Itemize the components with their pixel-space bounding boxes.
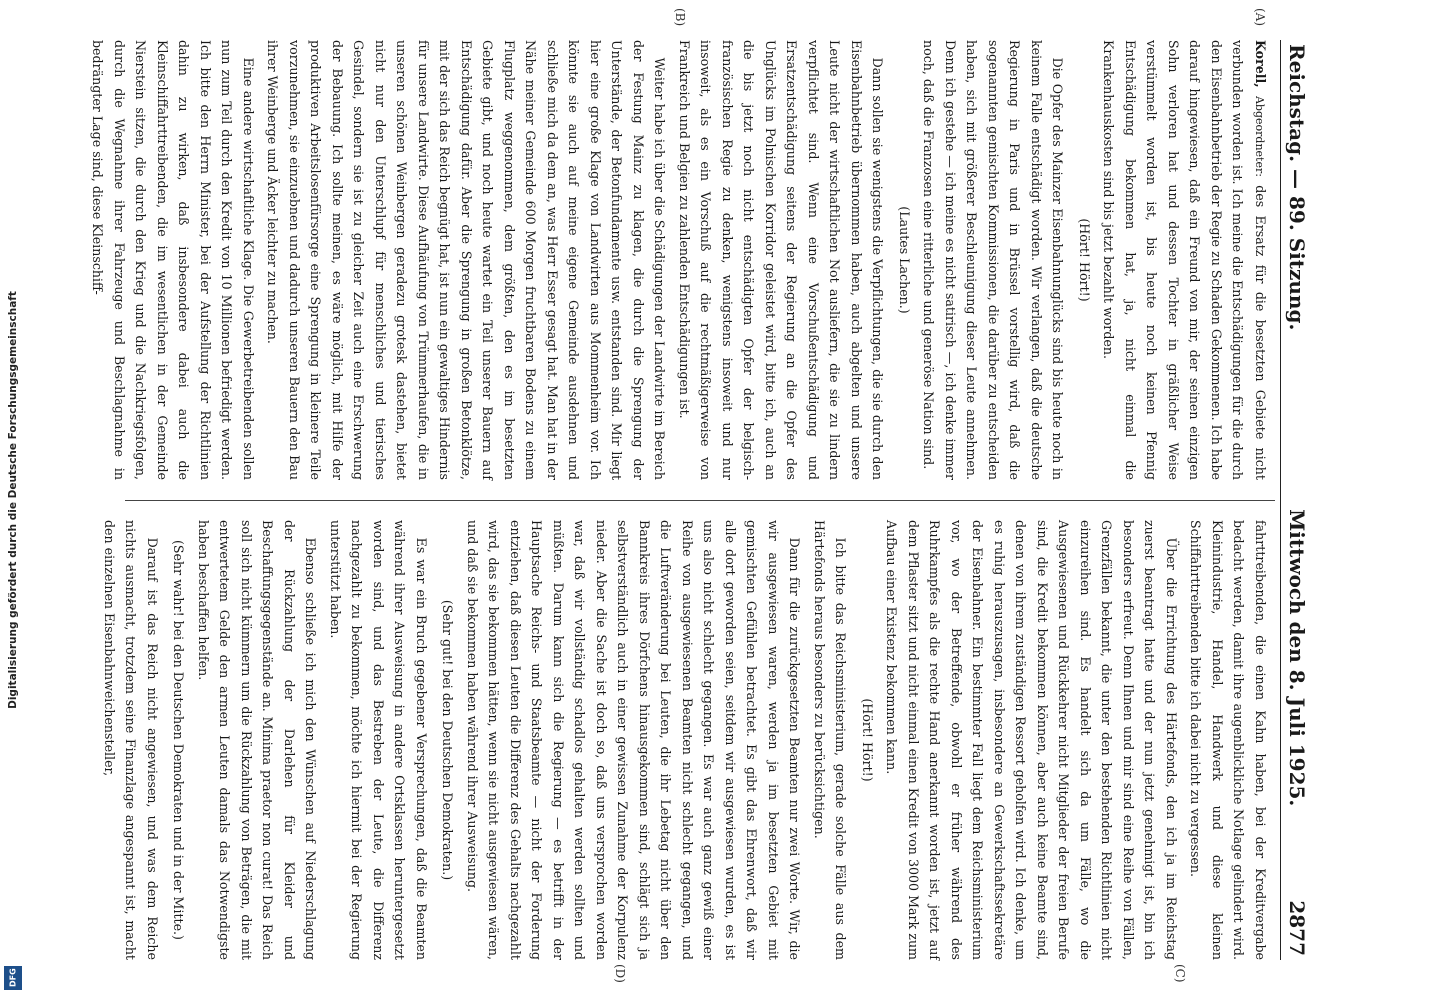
speaker-role: Abgeordneter: [1253, 95, 1266, 177]
paragraph: Über die Errichtung des Härtefonds, den ich ja im Reichstag zuerst beantragt hatte und der nun jetzt genehmigt ist, bin ich besonders erfreut. Denn Ihnen und mir sind eine Reihe von Fällen, Grenzfällen bekannt, die unter den bestehenden Richtlinien nicht einzureihen sind. Es handelt sich da um Fälle, wo die Ausgewiesenen und Rückkehrer nicht Mitglieder der freien Berufe sind, die Kredit bekommen können, aber auch keine Beamte sind, denen von ihrem zuständigen Ressort geholfen wird. Ich denke, um es ruhig herauszusagen, insbesondere an Gewerkschaftssekretäre der Eisenbahner. Ein bestimmter Fall liegt dem Reichsministerium vor, wo der Betreffende, obwohl er früher während des Ruhrkampfes als die rechte Hand anerkannt worden ist, jetzt auf dem Pflaster sitzt und nicht einmal einen Kredit von 3000 Mark zum Aufbau einer Existenz bekommen kann. [884, 520, 1179, 960]
paragraph: Darauf ist das Reich nicht angewiesen, und was dem Reiche nichts ausmacht, trotzdem seine Finanzlage angespannt ist, macht den einzelnen Eisenbahnweichensteller, [102, 520, 160, 960]
scanned-page [90, 0, 1327, 1000]
credit-strip [0, 0, 26, 1000]
interjection: (Hört! Hört!) [860, 698, 875, 782]
left-column [90, 40, 1271, 480]
interjection: (Hört! Hört!) [1077, 218, 1092, 302]
paragraph: Dann sollen sie wenigstens die Verpflichtungen, die sie durch den Eisenbahnbetrieb übernommen haben, auch abgelten und unsere Leute nicht der wirtschaftlichen Not ausliefern, die sie zu lindern verpflichtet sind. Wenn eine Vorschußentschädigung und Ersatzentschädigung seitens der Regierung an die Opfer des Unglücks im Polnischen Korridor geleistet wird, bitte ich, auch an die bis jetzt noch nicht entschädigten Opfer der belgisch-französischen Regie zu denken, wenigstens insoweit und nur insoweit, als es ein Vorschuß auf die rechtmäßigerweise von Frankreich und Belgien zu zahlenden Entschädigungen ist. [677, 40, 886, 480]
page-header [1280, 40, 1315, 960]
interjection: (Sehr wahr! bei den Deutschen Demokraten und in der Mitte.) [171, 540, 187, 940]
paragraph: fahrttreibenden, die einen Kahn haben, bei der Kreditvergabe bedacht werden, damit ihre augenblickliche Notlage gelindert wird. Kleinindustrie, Handel, Handwerk und diese kleinen Schiffahrttreibenden bitte ich dabei nicht zu vergessen. [1188, 520, 1268, 960]
margin-mark-b: (B) [673, 8, 687, 27]
paragraph: Ebenso schließe ich mich den Wünschen auf Niederschlagung der Rückzahlung der Darlehen für Kleider und Beschaffungsgegenstände an. Minima praetor non curat! Das Reich soll sich nicht kümmern um die Rückzahlung von Beträgen, die mit entwertetem Gelde den armen Leuten damals das Notwendigste haben beschaffen helfen. [196, 520, 319, 960]
margin-mark-c: (C) [1173, 964, 1187, 983]
digitization-credit: Digitalisierung gefördert durch die Deutsche Forschungsgemeinschaft [7, 291, 19, 709]
interjection: (Lautes Lachen.) [897, 206, 912, 314]
paragraph: Es war ein Bruch gegebener Versprechungen, daß die Beamten während ihrer Ausweisung in andere Ortsklassen heruntergesetzt worden sind, und das Bestreben der Leute, die Differenz nachgezahlt zu bekommen, möchte ich hiermit bei der Regierung unterstützt haben. [328, 520, 429, 960]
margin-mark-a: (A) [1253, 8, 1267, 27]
page-number: 2877 [1285, 900, 1309, 956]
interjection: (Sehr gut! bei den Deutschen Demokraten.) [440, 599, 456, 881]
paragraph-text: des Ersatz für die besetzten Gebiete nicht verbunden worden ist. Ich meine die Entschädigungen für die durch den Eisenbahnbetrieb der Regie zu Schaden Gekommenen. Ich habe darauf hingewiesen, daß ein Freund von mir, der seinen einzigen Sohn verloren hat und dessen Tochter in gräßlicher Weise verstümmelt worden ist, bis heute noch keinen Pfennig Entschädigung bekommen hat, ja, nicht einmal die Krankenhauskosten sind bis jetzt bezahlt worden. [1101, 40, 1268, 480]
paragraph: Eine andere wirtschaftliche Klage. Die Gewerbetreibenden sollen nun zum Teil durch den Kredit von 10 Millionen befriedigt werden. Ich bitte den Herrn Minister, bei der Aufstellung der Richtlinien dahin zu wirken, daß insbesondere dabei auch die Kleinschiffahrttreibenden, die im wesentlichen in der Gemeinde Nierstein sitzen, die durch den Krieg und die Nachkriegsfolgen, durch die Wegnahme ihrer Fahrzeuge und Beschlagnahme in bedrängter Lage sind, diese Kleinschiff- [90, 40, 256, 480]
paragraph: Ich bitte das Reichsministerium, gerade solche Fälle aus dem Härtefonds heraus besonders zu berücksichtigen. [812, 520, 849, 960]
header-date: Mittwoch den 8. Juli 1925. [1285, 509, 1309, 807]
dfg-logo: DFG [4, 966, 22, 990]
paragraph [1098, 40, 1271, 480]
margin-mark-d: (D) [613, 964, 627, 983]
header-left: Reichstag. — 89. Sitzung. [1285, 44, 1309, 331]
header-right [1285, 509, 1309, 956]
right-column [102, 520, 1271, 960]
column-divider [125, 500, 1275, 501]
paragraph: Dann für die zurückgesetzten Beamten nur zwei Worte. Wir, die wir ausgewiesen waren, werden ja im besetzten Gebiet mit gemischten Gefühlen betrachtet. Es gibt das Ehrenwort, daß wir alle dort geworden seien, seitdem wir ausgewiesen wurden, es ist uns also nicht schlecht gegangen. Es war auch ganz gewiß einer Reihe von ausgewiesenen Beamten nicht schlecht gegangen, und die Luftveränderung bei Leuten, die ihr Lebetag nicht über den Bannkreis ihres Dörfchens hinausgekommen sind, schlägt sich ja selbstverständlich auch in einer gewissen Zunahme der Korpulenz nieder. Aber die Sache ist doch so, daß uns versprochen worden war, daß wir vollständig schadlos gehalten werden sollten und müßten. Darum kann sich die Regierung — es betrifft in der Hauptsache Reichs- und Staatsbeamte — nicht der Forderung entziehen, daß diesen Leuten die Differenz des Gehalts nachgezahlt wird, das sie bekommen hätten, wenn sie nicht ausgewiesen wären, und daß sie bekommen haben während ihrer Ausweisung. [465, 520, 803, 960]
paragraph: Die Opfer des Mainzer Eisenbahnunglücks sind bis heute noch in keinem Falle entschädigt worden. Wir verlangen, daß die deutsche Regierung in Paris und in Brüssel vorstellig wird, daß die sogenannten gemischten Kommissionen, die darüber zu entscheiden haben, sich mit größerer Beschleunigung dieser Leute annehmen. Denn ich gestehe — ich meine es nicht satirisch —, ich denke immer noch, daß die Franzosen eine ritterliche und generöse Nation sind. [921, 40, 1066, 480]
speaker-name: Korell, [1253, 40, 1268, 88]
paragraph: Weiter habe ich über die Schädigungen der Landwirte im Bereich der Festung Mainz zu klagen, die durch die Sprengung der Unterstände, der Betonfundamente usw. entstanden sind. Mir liegt hier eine große Klage von Landwirten aus Mommenheim vor. Ich könnte sie auch auf meine eigene Gemeinde ausdehnen und schließe mich da dem an, was Herr Esser gesagt hat. Man hat in der Nähe meiner Gemeinde 600 Morgen fruchtbaren Bodens zu einem Flugplatz weggenommen, dem größten, den es im besetzten Gebiete gibt, und noch heute wartet ein Teil unserer Bauern auf Entschädigung dafür. Aber die Sprengung in großen Betonklötze, mit der sich das Reich begnügt hat, ist nun ein gewaltiges Hindernis für unsere Landwirte. Diese Aufhäufung von Trümmerhaufen, die in unseren schönen Weinbergen geradezu grotesk dastehen, bietet nicht nur den Unterschlupf für menschliches und tierisches Gesindel, sondern sie ist zu gleicher Zeit auch eine Erschwerung der Bebauung. Ich sollte meinen, es wäre möglich, mit Hilfe der produktiven Arbeitslosenfürsorge eine Sprengung in kleinere Teile vorzunehmen, sie einzuebnen und dadurch unseren Bauern den Bau ihrer Weinberge und Äcker leichter zu machen. [265, 40, 668, 480]
